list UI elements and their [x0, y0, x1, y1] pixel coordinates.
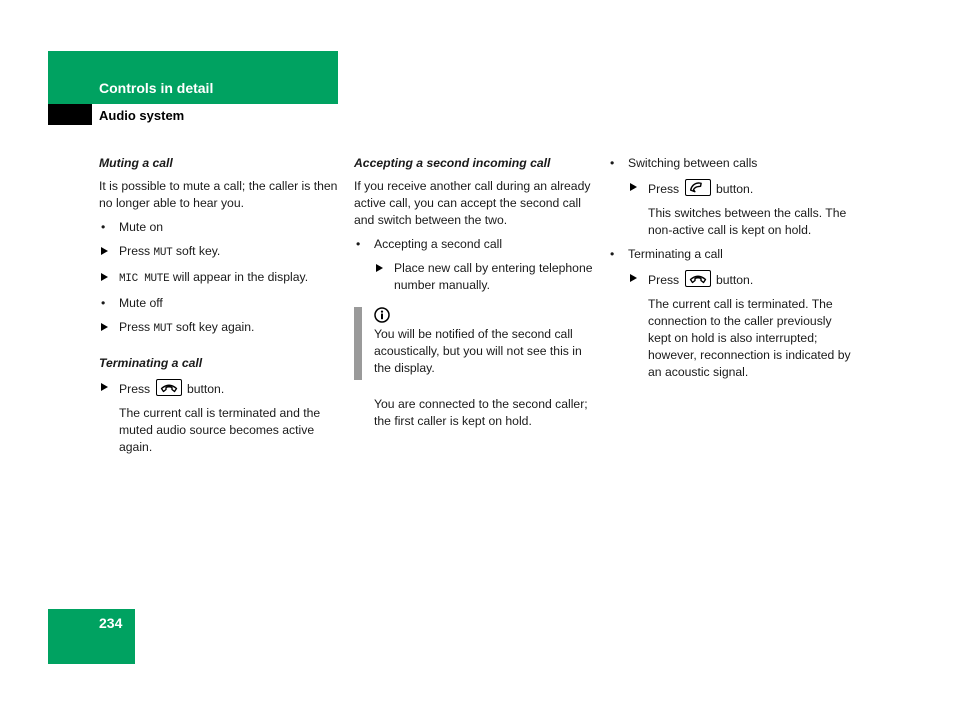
- mut-key-label: MUT: [153, 323, 173, 335]
- column-2: [354, 155, 594, 294]
- step-press-end: Press button.: [99, 379, 344, 398]
- switching-bullet: • Switching between calls: [608, 155, 853, 172]
- step-arrow-icon: [101, 323, 108, 331]
- switch-result: This switches between the calls. The non-active call is kept on hold.: [648, 206, 847, 237]
- connected-block: [374, 396, 596, 430]
- page-number: 234: [99, 615, 123, 631]
- phone-end-icon: [156, 379, 182, 396]
- step-arrow-icon: [630, 274, 637, 282]
- mut-key-label: MUT: [153, 247, 173, 259]
- note-bar: [354, 307, 362, 380]
- step-mic-mute: MIC MUTE will appear in the display.: [99, 269, 344, 288]
- step-press-end-2: Press button.: [628, 270, 853, 289]
- step-press-mut: Press MUT soft key.: [99, 243, 344, 262]
- mute-on-bullet: • Mute on: [99, 219, 344, 236]
- mic-mute-label: MIC MUTE: [119, 273, 170, 285]
- muting-intro: It is possible to mute a call; the caller is then no longer able to hear you.: [99, 179, 338, 210]
- accepting-bullet: • Accepting a second call: [354, 236, 594, 253]
- phone-send-icon: [685, 179, 711, 196]
- muting-heading: Muting a call: [99, 156, 173, 170]
- terminated-result: The current call is terminated and the muted audio source becomes active again.: [119, 406, 321, 454]
- phone-end-icon: [685, 270, 711, 287]
- step-arrow-icon: [101, 273, 108, 281]
- mute-off-bullet: • Mute off: [99, 295, 344, 312]
- step-arrow-icon: [101, 383, 108, 391]
- column-1: [99, 155, 344, 456]
- column-3: [608, 155, 853, 381]
- step-press-send: Press button.: [628, 179, 853, 198]
- connected-text: You are connected to the second caller; the first caller is kept on hold.: [374, 397, 588, 428]
- info-icon: [374, 307, 390, 323]
- step-place-new-call: Place new call by entering telephone number manually.: [374, 260, 594, 294]
- note-text: You will be notified of the second call acoustically, but you will not see this in the display.: [374, 327, 582, 375]
- subsection-title: Audio system: [99, 108, 185, 123]
- step-arrow-icon: [101, 247, 108, 255]
- subsection-marker: [48, 104, 92, 125]
- second-call-heading: Accepting a second incoming call: [354, 156, 551, 170]
- terminating-heading: Terminating a call: [99, 356, 203, 370]
- step-arrow-icon: [376, 264, 383, 272]
- second-call-intro: If you receive another call during an already active call, you can accept the second call and switch between the two.: [354, 179, 591, 227]
- terminate-result: The current call is terminated. The connection to the caller previously kept on hold is also interrupted; however, reconnection is indicated by an acoustic signal.: [648, 297, 851, 379]
- terminating-bullet: • Terminating a call: [608, 246, 853, 263]
- header-banner: [48, 51, 338, 104]
- section-title: Controls in detail: [99, 80, 214, 96]
- step-press-mut-again: Press MUT soft key again.: [99, 319, 344, 338]
- step-arrow-icon: [630, 183, 637, 191]
